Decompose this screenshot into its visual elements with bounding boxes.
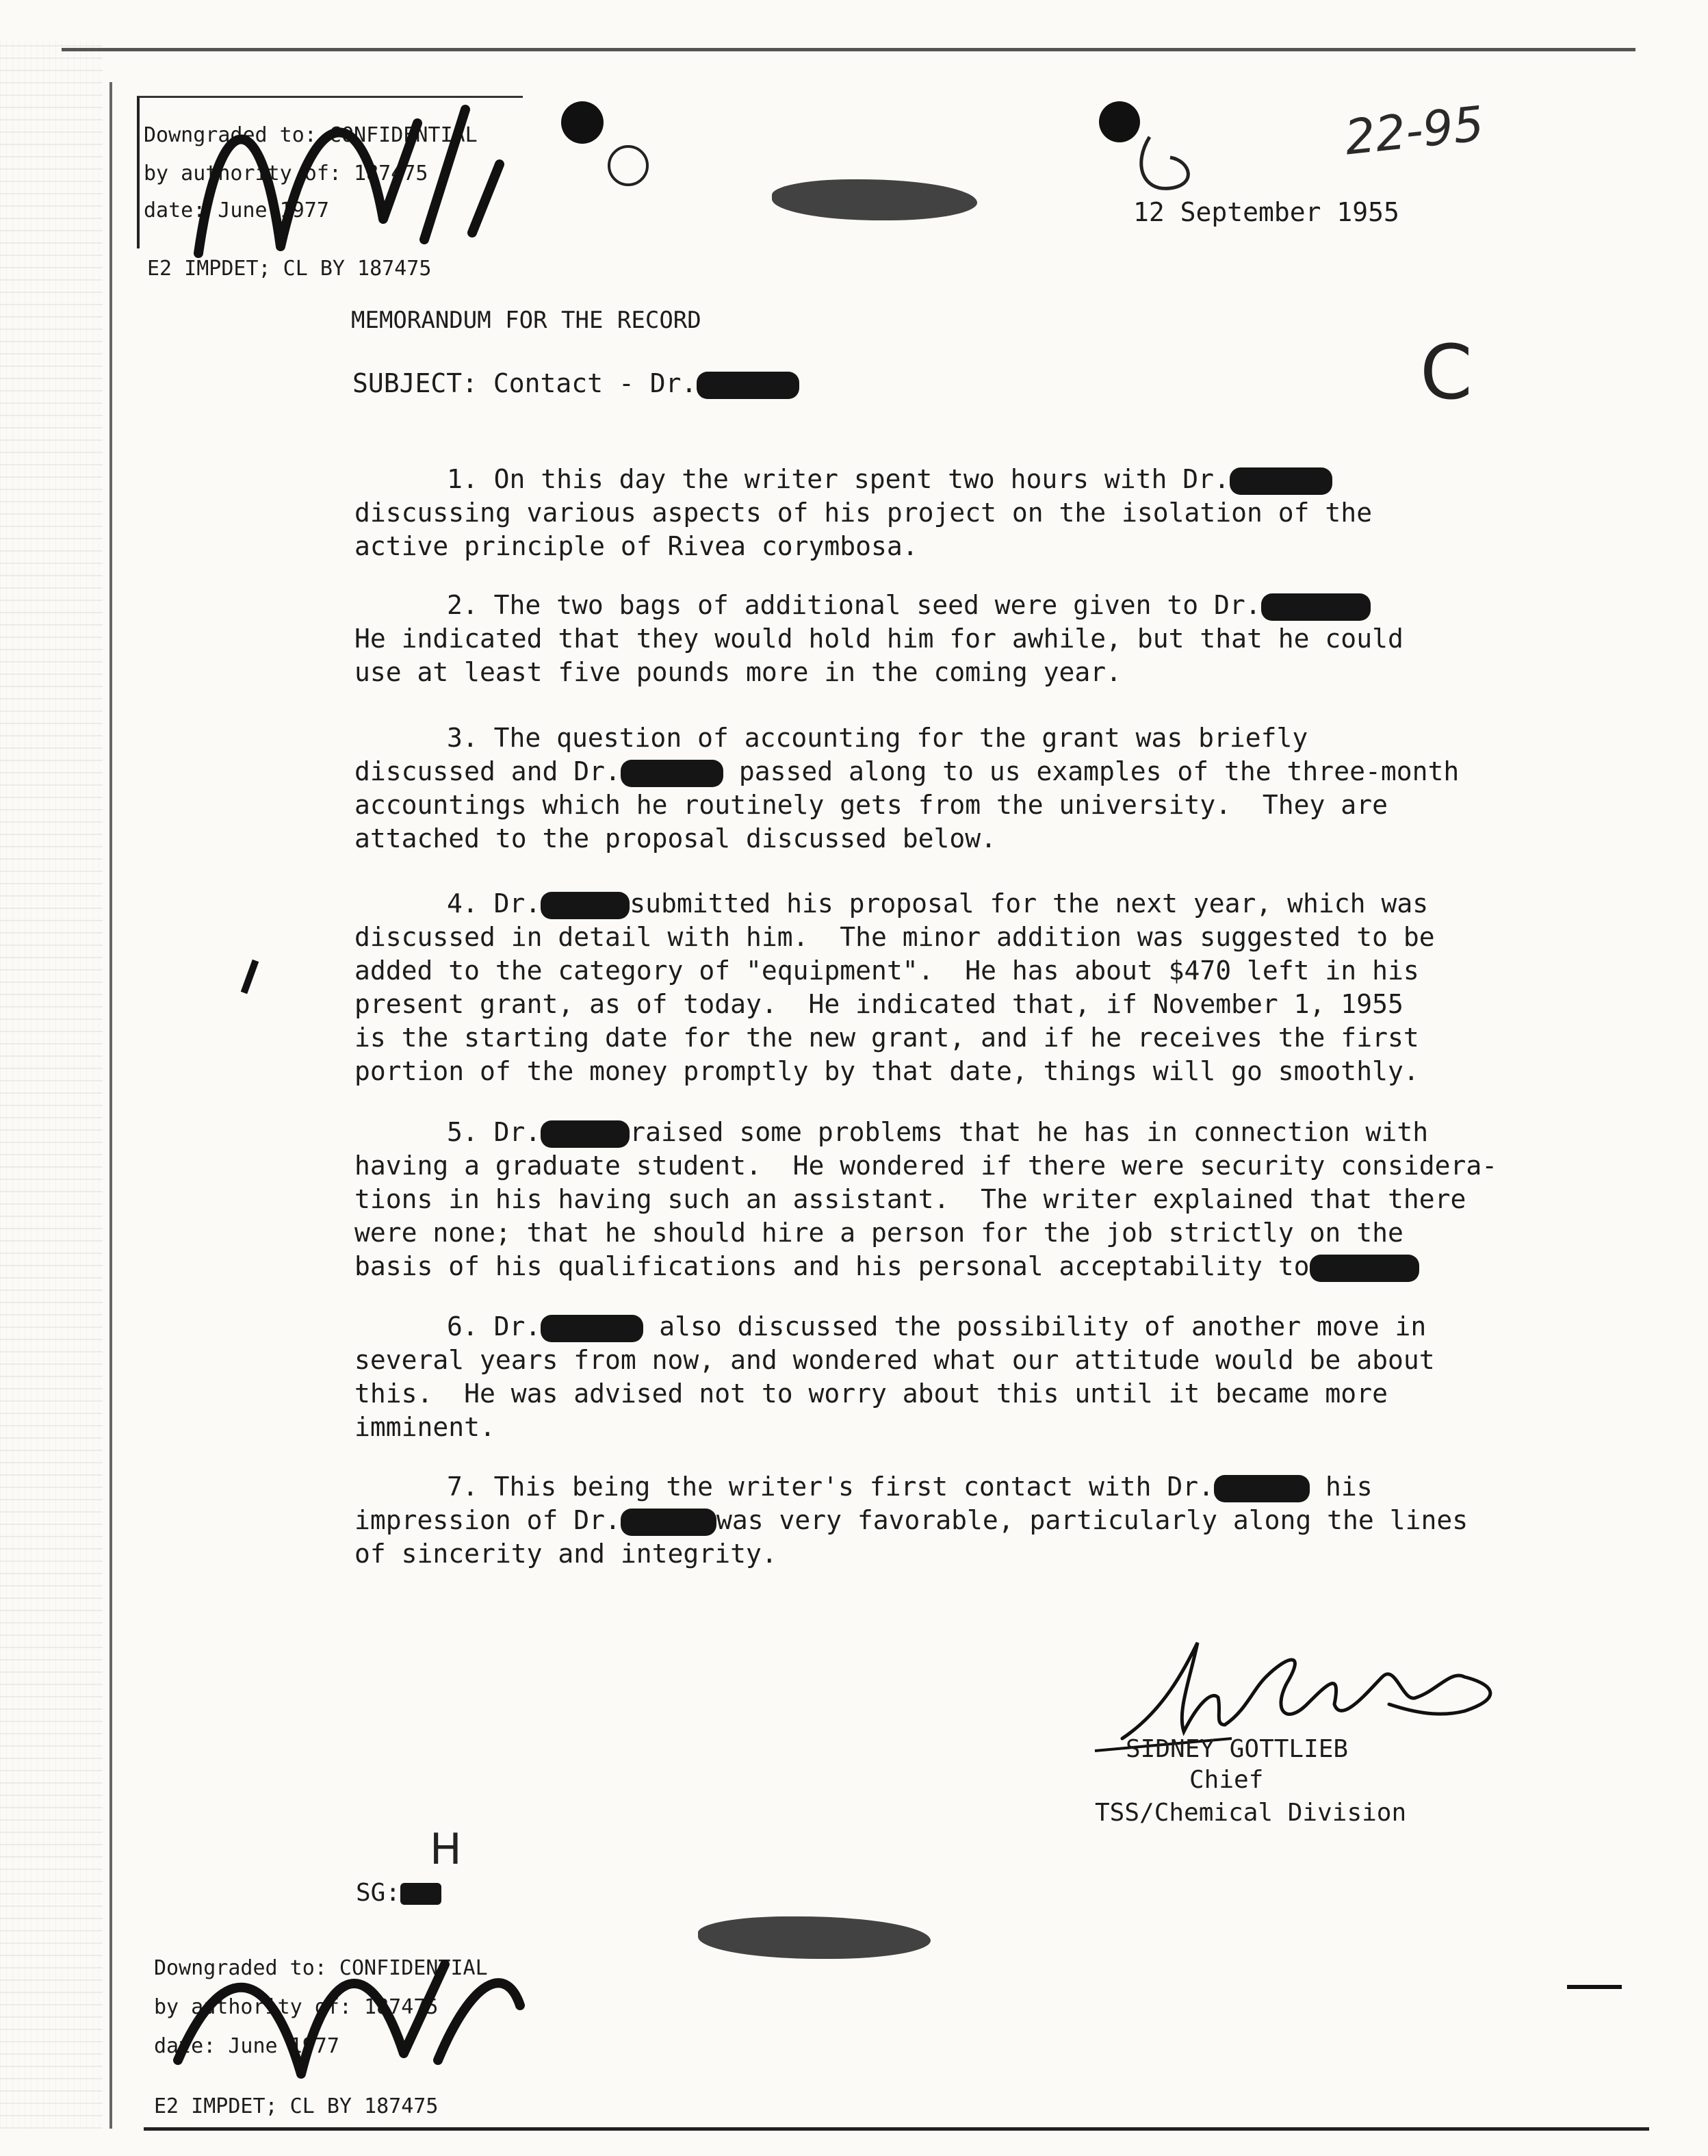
stamp-scribble <box>178 82 534 287</box>
paragraph-number: 1. <box>447 464 478 494</box>
redaction <box>1261 593 1371 621</box>
paragraph-line: added to the category of "equipment". He has about $470 left in his <box>354 955 1419 986</box>
paragraph-line: this. He was advised not to worry about this until it became more <box>354 1378 1388 1409</box>
stamp-line-2: by authority of: 187475 <box>144 162 428 185</box>
paragraph-line: several years from now, and wondered what our attitude would be about <box>354 1345 1435 1375</box>
stamp-line-2: by authority of: 187475 <box>154 1995 439 2019</box>
paragraph-line: were none; that he should hire a person for the job strictly on the <box>354 1218 1403 1248</box>
memo-subject <box>352 368 799 399</box>
paragraph-line: On this day the writer spent two hours with Dr. <box>493 464 1230 494</box>
subject-value: Contact - Dr. <box>493 368 697 398</box>
paragraph-2 <box>354 589 1573 689</box>
initials-label: SG: <box>356 1879 401 1907</box>
handwritten-mark <box>1129 123 1211 198</box>
paragraph-line: imminent. <box>354 1412 495 1442</box>
redacted-classification-stamp <box>772 179 977 220</box>
redaction <box>400 1883 441 1905</box>
margin-mark <box>1567 1985 1622 1989</box>
paragraph-line: discussing various aspects of his project on the isolation of the <box>354 498 1373 528</box>
stamp-line-3: date: June 1977 <box>144 198 329 222</box>
paragraph-line: active principle of Rivea corymbosa. <box>354 531 918 561</box>
initials-line <box>356 1879 441 1907</box>
redaction <box>1230 467 1332 495</box>
redaction <box>1214 1475 1310 1502</box>
redaction <box>541 1120 630 1148</box>
paragraph-6 <box>354 1310 1573 1444</box>
paragraph-line: having a graduate student. He wondered if there were security considera- <box>354 1151 1498 1181</box>
top-border-line <box>62 48 1635 51</box>
paragraph-line: impression of Dr. <box>354 1505 621 1535</box>
paragraph-line: present grant, as of today. He indicated that, if November 1, 1955 <box>354 989 1403 1019</box>
paragraph-line: was very favorable, particularly along the lines <box>716 1505 1468 1535</box>
redaction <box>541 892 630 919</box>
stamp-line-4: E2 IMPDET; CL BY 187475 <box>154 2094 439 2118</box>
paragraph-number: 6. <box>447 1311 478 1342</box>
punch-hole <box>561 101 604 144</box>
memo-date: 12 September 1955 <box>1133 197 1399 227</box>
paragraph-line: This being the writer's first contact with Dr. <box>493 1472 1215 1502</box>
paragraph-line: basis of his qualifications and his personal acceptability to <box>354 1251 1310 1281</box>
paragraph-line: discussed and Dr. <box>354 756 621 786</box>
stamp-line-4: E2 IMPDET; CL BY 187475 <box>147 257 432 281</box>
paragraph-number: 7. <box>447 1472 478 1502</box>
paragraph-line: He indicated that they would hold him for awhile, but that he could <box>354 624 1403 654</box>
paragraph-line: of sincerity and integrity. <box>354 1539 777 1569</box>
signer-title: Chief <box>1189 1766 1264 1794</box>
signer-division: TSS/Chemical Division <box>1095 1799 1407 1827</box>
paragraph-line: also discussed the possibility of another move in <box>659 1311 1427 1342</box>
stamp-scribble <box>164 1937 547 2094</box>
paragraph-number: 2. <box>447 590 478 620</box>
handwritten-signature <box>1081 1629 1533 1752</box>
handwritten-letter-h: H <box>430 1824 462 1874</box>
left-border-line <box>109 82 112 2129</box>
paragraph-line: The question of accounting for the grant was briefly <box>493 723 1308 753</box>
handwritten-document-number: 22-95 <box>1342 95 1487 166</box>
paragraph-number: 4. <box>447 888 478 919</box>
paragraph-line: is the starting date for the new grant, and if he receives the first <box>354 1023 1419 1053</box>
paragraph-line: accountings which he routinely gets from the university. They are <box>354 790 1388 820</box>
paragraph-3 <box>354 721 1573 856</box>
signer-name: SIDNEY GOTTLIEB <box>1126 1735 1349 1763</box>
memo-title: MEMORANDUM FOR THE RECORD <box>351 307 701 334</box>
paragraph-line: passed along to us examples of the three-month <box>738 756 1460 786</box>
subject-label: SUBJECT: <box>352 368 478 398</box>
paragraph-line: submitted his proposal for the next year, which was <box>630 888 1429 919</box>
paragraph-line: tions in his having such an assistant. The writer explained that there <box>354 1184 1466 1214</box>
stamp-line-3: date: June 1977 <box>154 2034 339 2058</box>
paragraph-line: Dr. <box>493 888 541 919</box>
scan-edge-noise <box>0 41 103 2129</box>
redacted-classification-stamp <box>698 1916 931 1959</box>
paragraph-line: Dr. <box>493 1311 541 1342</box>
paragraph-7 <box>354 1470 1573 1571</box>
paragraph-line: portion of the money promptly by that date, things will go smoothly. <box>354 1056 1419 1086</box>
paragraph-5 <box>354 1116 1573 1283</box>
paragraph-number: 5. <box>447 1117 478 1147</box>
circle-mark <box>608 145 649 186</box>
redaction <box>1310 1255 1419 1282</box>
paragraph-line: discussed in detail with him. The minor addition was suggested to be <box>354 922 1435 952</box>
margin-mark <box>241 960 259 994</box>
paragraph-number: 3. <box>447 723 478 753</box>
paragraph-line: his <box>1325 1472 1373 1502</box>
stamp-line-1: Downgraded to: CONFIDENTIAL <box>154 1956 488 1980</box>
handwritten-letter-c: C <box>1420 329 1473 416</box>
stamp-line-1: Downgraded to: CONFIDENTIAL <box>144 123 478 147</box>
paragraph-line: raised some problems that he has in connection with <box>630 1117 1429 1147</box>
paragraph-line: The two bags of additional seed were given to Dr. <box>493 590 1261 620</box>
paragraph-1 <box>354 463 1573 563</box>
paragraph-4 <box>354 887 1573 1088</box>
redaction <box>697 372 799 399</box>
paragraph-line: use at least five pounds more in the coming year. <box>354 657 1122 687</box>
redaction <box>621 760 723 787</box>
paragraph-line: Dr. <box>493 1117 541 1147</box>
redaction <box>541 1315 643 1342</box>
paragraph-line: attached to the proposal discussed below. <box>354 823 996 854</box>
bottom-border-line <box>144 2127 1649 2131</box>
redaction <box>621 1509 716 1536</box>
